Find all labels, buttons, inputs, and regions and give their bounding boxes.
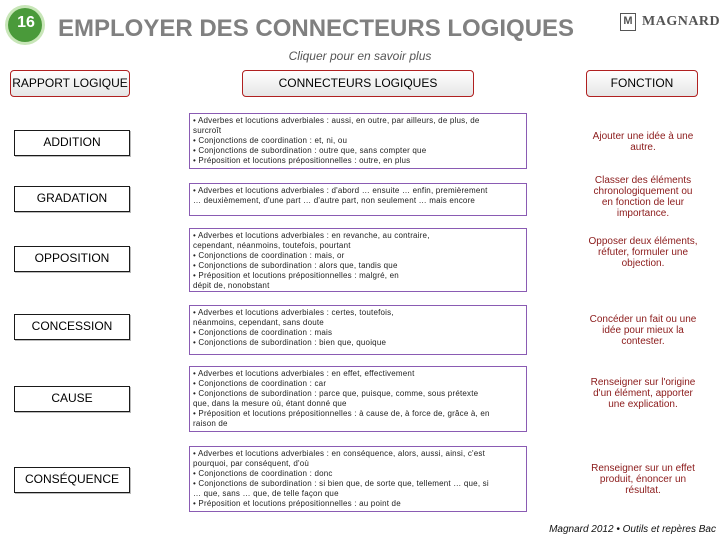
slide-number-badge <box>4 4 46 46</box>
connector-line: • Adverbes et locutions adverbiales : en conséquence, alors, aussi, ainsi, c'est <box>193 449 486 458</box>
connector-line: • Conjonctions de coordination : et, ni, ou <box>193 136 348 145</box>
connector-line: • Préposition et locutions prépositionnelles : au point de <box>193 499 401 508</box>
connector-line: • Conjonctions de subordination : alors que, tandis que <box>193 261 398 270</box>
slide-number: 16 <box>17 14 35 31</box>
connector-line: • Adverbes et locutions adverbiales : en effet, effectivement <box>193 369 415 378</box>
function-cause: Renseigner sur l'origine d'un élément, apporter une explication. <box>590 377 696 410</box>
connector-line: • Adverbes et locutions adverbiales : d'abord … ensuite … enfin, premièrement <box>193 186 488 195</box>
connectors-cause <box>189 366 527 432</box>
connector-line: • Conjonctions de coordination : mais, or <box>193 251 345 260</box>
row-label-addition[interactable]: ADDITION <box>14 130 130 156</box>
column-header-connecteurs[interactable]: CONNECTEURS LOGIQUES <box>242 70 474 97</box>
connectors-consequence <box>189 446 527 512</box>
function-gradation: Classer des éléments chronologiquement ou en fonction de leur importance. <box>593 175 693 219</box>
connectors-gradation <box>189 183 527 216</box>
row-label-cause[interactable]: CAUSE <box>14 386 130 412</box>
connector-line: … que, sans … que, de telle façon que <box>193 489 339 498</box>
connector-line: néanmoins, cependant, sans doute <box>193 318 324 327</box>
connector-line: • Adverbes et locutions adverbiales : certes, toutefois, <box>193 308 394 317</box>
connector-line: • Préposition et locutions prépositionnelles : à cause de, à force de, grâce à, en <box>193 409 490 418</box>
connector-line: • Conjonctions de subordination : parce que, puisque, comme, sous prétexte <box>193 389 479 398</box>
function-opposition: Opposer deux éléments, réfuter, formuler une objection. <box>588 236 698 269</box>
row-label-consequence[interactable]: CONSÉQUENCE <box>14 467 130 493</box>
connector-line: • Préposition et locutions prépositionnelles : outre, en plus <box>193 156 411 165</box>
connector-line: … deuxièmement, d'une part … d'autre part, non seulement … mais encore <box>193 196 476 205</box>
connector-line: • Conjonctions de coordination : donc <box>193 469 333 478</box>
connectors-concession <box>189 305 527 355</box>
magnard-logo-icon: M <box>620 13 636 31</box>
connector-line: dépit de, nonobstant <box>193 281 270 290</box>
row-label-concession[interactable]: CONCESSION <box>14 314 130 340</box>
footer-credit: Magnard 2012 • Outils et repères Bac <box>549 524 716 535</box>
function-addition: Ajouter une idée à une autre. <box>592 131 694 153</box>
connector-line: pourquoi, par conséquent, d'où <box>193 459 310 468</box>
publisher-logo <box>620 13 720 33</box>
connector-line: surcroît <box>193 126 222 135</box>
connector-line: que, dans la mesure où, étant donné que <box>193 399 347 408</box>
connector-line: • Conjonctions de coordination : car <box>193 379 327 388</box>
function-concession: Concéder un fait ou une idée pour mieux la contester. <box>589 314 697 347</box>
connector-line: raison de <box>193 419 228 428</box>
connector-line: cependant, néanmoins, toutefois, pourtant <box>193 241 351 250</box>
connector-line: • Conjonctions de subordination : bien que, quoique <box>193 338 387 347</box>
connectors-addition <box>189 113 527 169</box>
connector-line: • Conjonctions de subordination : si bien que, de sorte que, tellement … que, si <box>193 479 489 488</box>
column-header-fonction[interactable]: FONCTION <box>586 70 698 97</box>
connectors-opposition <box>189 228 527 292</box>
connector-line: • Préposition et locutions prépositionnelles : malgré, en <box>193 271 399 280</box>
row-label-opposition[interactable]: OPPOSITION <box>14 246 130 272</box>
function-consequence: Renseigner sur un effet produit, énoncer un résultat. <box>591 463 695 496</box>
more-info-link[interactable]: Cliquer pour en savoir plus <box>288 49 432 63</box>
column-header-rapport[interactable]: RAPPORT LOGIQUE <box>10 70 130 97</box>
connector-line: • Adverbes et locutions adverbiales : en revanche, au contraire, <box>193 231 430 240</box>
connector-line: • Conjonctions de coordination : mais <box>193 328 333 337</box>
connector-line: • Adverbes et locutions adverbiales : aussi, en outre, par ailleurs, de plus, de <box>193 116 480 125</box>
connector-line: • Conjonctions de subordination : outre que, sans compter que <box>193 146 427 155</box>
publisher-logo-text: MAGNARD <box>642 14 720 29</box>
row-label-gradation[interactable]: GRADATION <box>14 186 130 212</box>
page-title: EMPLOYER DES CONNECTEURS LOGIQUES <box>58 15 575 42</box>
